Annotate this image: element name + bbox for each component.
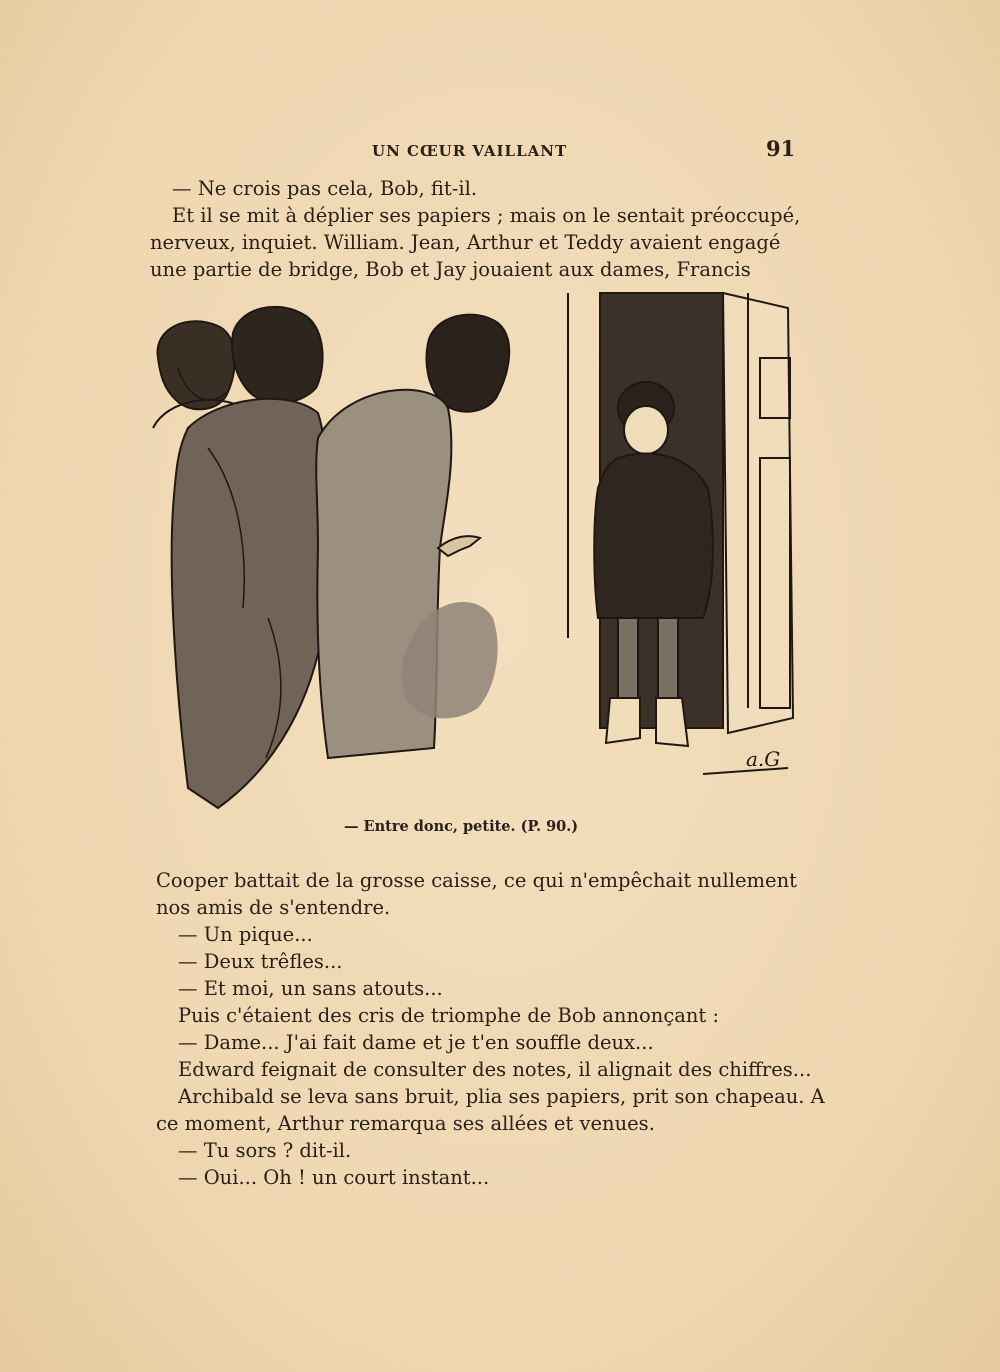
text-line: ce moment, Arthur remarqua ses allées et venues. [156, 1112, 655, 1135]
text-line: — Et moi, un sans atouts... [178, 977, 443, 1000]
men-group-drawing [153, 307, 509, 808]
text-line: nos amis de s'entendre. [156, 896, 391, 919]
text-line: nerveux, inquiet. William. Jean, Arthur et Teddy avaient engagé [150, 231, 781, 254]
signature-mark [703, 747, 788, 774]
text-line: Edward feignait de consulter des notes, il alignait des chiffres... [178, 1058, 812, 1081]
illustration [148, 288, 800, 810]
text-line: Et il se mit à déplier ses papiers ; mais on le sentait préoccupé, [172, 204, 801, 227]
text-line: une partie de bridge, Bob et Jay jouaient aux dames, Francis [150, 258, 751, 281]
text-line: — Tu sors ? dit-il. [178, 1139, 352, 1162]
text-line: Puis c'étaient des cris de triomphe de Bob annonçant : [178, 1004, 720, 1027]
text-line: — Dame... J'ai fait dame et je t'en souffle deux... [178, 1031, 654, 1054]
running-title: UN CŒUR VAILLANT [372, 142, 568, 160]
illustration-caption: — Entre donc, petite. (P. 90.) [344, 818, 579, 835]
text-line: — Oui... Oh ! un court instant... [178, 1166, 490, 1189]
svg-text:a.G: a.G [746, 747, 781, 771]
text-line: — Deux trêfles... [178, 950, 343, 973]
text-line: Archibald se leva sans bruit, plia ses papiers, prit son chapeau. A [178, 1085, 825, 1108]
page-number: 91 [766, 136, 796, 161]
text-line: Cooper battait de la grosse caisse, ce qui n'empêchait nullement [156, 869, 797, 892]
door-with-girl-drawing [568, 293, 793, 746]
text-line: — Ne crois pas cela, Bob, fit-il. [172, 177, 478, 200]
text-line: — Un pique... [178, 923, 313, 946]
